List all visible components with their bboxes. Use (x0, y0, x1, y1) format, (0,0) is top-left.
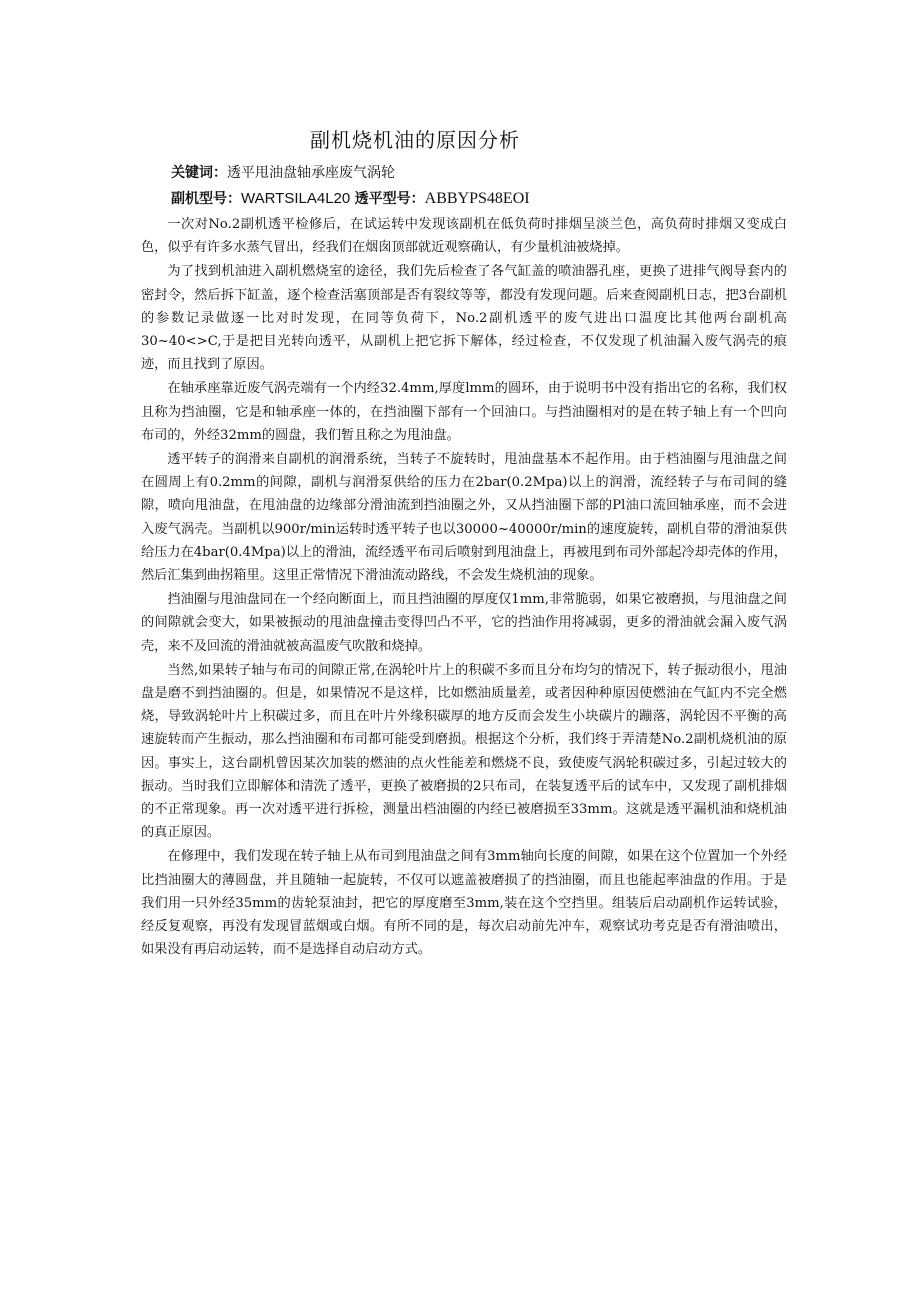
keywords-value: 透平甩油盘轴承座废气涡轮 (227, 165, 395, 181)
engine-model-label: 副机型号： (171, 191, 241, 207)
keywords-line (171, 163, 395, 183)
paragraph: 一次对No.2副机透平检修后，在试运转中发现该副机在低负荷时排烟呈淡兰色，高负荷时排烟又变成白色，似乎有许多水蒸气冒出，经我们在烟囱顶部就近观察确认，有少量机油被烧掉。 (141, 217, 787, 256)
keywords-label: 关键词： (171, 165, 227, 181)
paragraph: 为了找到机油进入副机燃烧室的途径，我们先后检查了各气缸盖的喷油器孔座，更换了进排气阀导套内的密封令，然后拆下缸盖，逐个检查活塞顶部是否有裂纹等等，都没有发现问题。后来查阅副机日志，把3台副机的参数记录做逐一比对时发现，在同等负荷下，No.2副机透平的废气进出口温度比其他两台副机高30~40<>C,于是把目光转向透平，从副机上把它拆下解体，经过检查，不仅发现了机油漏入废气涡壳的痕迹，而且找到了原因。 (141, 264, 787, 373)
turbo-model-value: ABBYPS48EOI (424, 190, 530, 207)
paragraph: 在修理中，我们发现在转子轴上从布司到甩油盘之间有3mm轴向长度的间隙，如果在这个位置加一个外经比挡油圈大的薄圆盘，并且随轴一起旋转，不仅可以遮盖被磨损了的挡油圈，而且也能起率油盘的作用。于是我们用一只外经35mm的齿轮泵油封，把它的厚度磨至3mm,装在这个空挡里。组装后启动副机作运转试验，经反复观察，再没有发现冒蓝烟或白烟。有所不同的是，每次启动前先冲车，观察试功考克是否有滑油喷出，如果没有再启动运转，而不是选择自动启动方式。 (141, 849, 787, 958)
document-title: 副机烧机油的原因分析 (310, 128, 520, 152)
paragraph: 透平转子的润滑来自副机的润滑系统，当转子不旋转时，甩油盘基本不起作用。由于档油圈与甩油盘之间在圆周上有0.2mm的间隙，副机与润滑泵供给的压力在2bar(0.2Mpa)以上的润滑，流经转子与布司间的缝隙，喷向甩油盘，在甩油盘的边缘部分滑油流到挡油圈之外，又从挡油圈下部的Pl油口流回轴承座，而不会进入废气涡壳。当副机以900r/min运转时透平转子也以30000~40000r/min的速度旋转，副机自带的滑油泵供给压力在4bar(0.4Mpa)以上的滑油，流经透平布司后喷射到甩油盘上，再被甩到布司外部起冷却壳体的作用，然后汇集到曲拐箱里。这里正常情况下滑油流动路线，不会发生烧机油的现象。 (141, 452, 787, 584)
document-body (141, 213, 787, 963)
paragraph: 在轴承座靠近废气涡壳端有一个内经32.4mm,厚度lmm的圆环，由于说明书中没有指出它的名称，我们权且称为挡油圈，它是和轴承座一体的，在挡油圈下部有一个回油口。与挡油圈相对的是在转子轴上有一个凹向布司的，外经32mm的圆盘，我们暂且称之为甩油盘。 (141, 381, 787, 443)
turbo-model-label: 透平型号： (354, 191, 425, 207)
paragraph: 当然,如果转子轴与布司的间隙正常,在涡轮叶片上的积碳不多而且分布均匀的情况下，转子振动很小，甩油盘是磨不到挡油圈的。但是，如果情况不是这样，比如燃油质量差，或者因种种原因使燃油在气缸内不完全燃烧，导致涡轮叶片上积碳过多，而且在叶片外缘积碳厚的地方反而会发生小块碳片的蹦落，涡轮因不平衡的高速旋转而产生振动，那么挡油圈和布司都可能受到磨损。根据这个分析，我们终于弄清楚No.2副机烧机油的原因。事实上，这台副机曾因某次加装的燃油的点火性能差和燃烧不良，致使废气涡轮积碳过多，引起过较大的振动。当时我们立即解体和清洗了透平，更换了被磨损的2只布司，在装复透平后的试车中，又发现了副机排烟的不正常现象。再一次对透平进行拆检，测量出档油圈的内经已被磨损至33mm。这就是透平漏机油和烧机油的真正原因。 (141, 662, 787, 841)
engine-model-value: WARTSILA4L20 (241, 190, 351, 207)
paragraph: 挡油圈与甩油盘同在一个经向断面上，而且挡油圈的厚度仅1mm,非常脆弱，如果它被磨损，与甩油盘之间的间隙就会变大，如果被振动的甩油盘撞击变得凹凸不平，它的挡油作用将减弱，更多的滑油就会漏入废气涡壳，来不及回流的滑油就被高温废气吹散和烧掉。 (141, 592, 787, 654)
model-line (171, 189, 530, 209)
